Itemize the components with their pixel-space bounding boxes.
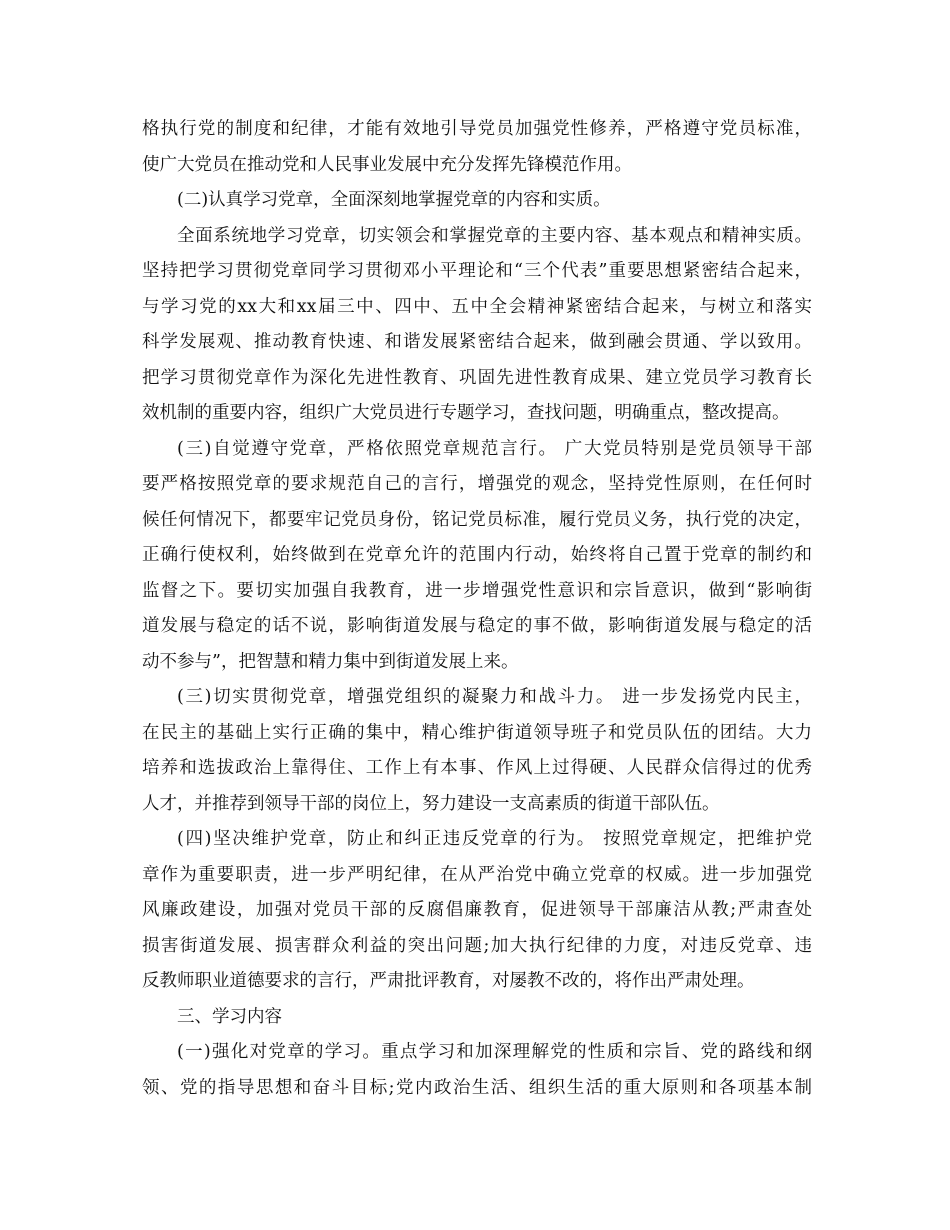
- text-line: 格执行党的制度和纪律，才能有效地引导党员加强党性修养，严格遵守党员标准，: [142, 119, 812, 139]
- text-line: (三)自觉遵守党章，严格依照党章规范言行。 广大党员特别是党员领导干部: [177, 438, 812, 459]
- text-line: 培养和选拔政治上靠得住、工作上有本事、作风上过得硬、人民群众信得过的优秀: [142, 758, 812, 778]
- text-line: 监督之下。要切实加强自我教育，进一步增强党性意识和宗旨意识，做到“影响街: [142, 580, 812, 601]
- text-line: (二)认真学习党章，全面深刻地掌握党章的内容和实质。: [177, 190, 611, 210]
- text-line: 使广大党员在推动党和人民事业发展中充分发挥先锋模范作用。: [142, 154, 632, 175]
- text-line: 正确行使权利，始终做到在党章允许的范围内行动，始终将自己置于党章的制约和: [142, 545, 812, 565]
- text-line: 章作为重要职责，进一步严明纪律，在从严治党中确立党章的权威。进一步加强党: [142, 864, 812, 885]
- text-line: 领、党的指导思想和奋斗目标;党内政治生活、组织生活的重大原则和各项基本制: [142, 1077, 812, 1098]
- text-line: 三、学习内容: [177, 1006, 282, 1027]
- text-line: 人才，并推荐到领导干部的岗位上，努力建设一支高素质的街道干部队伍。: [142, 793, 720, 814]
- text-line: 在民主的基础上实行正确的集中，精心维护街道领导班子和党员队伍的团结。大力: [142, 722, 812, 743]
- text-line: 反教师职业道德要求的言行，严肃批评教育，对屡教不改的，将作出严肃处理。: [142, 971, 755, 991]
- text-line: 与学习党的xx大和xx届三中、四中、五中全会精神紧密结合起来，与树立和落实: [142, 296, 812, 317]
- text-line: 道发展与稳定的话不说，影响街道发展与稳定的事不做，影响街道发展与稳定的活: [142, 616, 812, 636]
- text-line: 候任何情况下，都要牢记党员身份，铭记党员标准，履行党员义务，执行党的决定，: [142, 509, 812, 530]
- text-line: (一)强化对党章的学习。重点学习和加深理解党的性质和宗旨、党的路线和纲: [177, 1042, 812, 1062]
- text-line: 损害街道发展、损害群众利益的突出问题;加大执行纪律的力度，对违反党章、违: [142, 935, 812, 956]
- text-line: 风廉政建设，加强对党员干部的反腐倡廉教育，促进领导干部廉洁从教;严肃查处: [142, 900, 812, 920]
- text-line: (四)坚决维护党章，防止和纠正违反党章的行为。 按照党章规定，把维护党: [177, 829, 812, 849]
- text-line: 把学习贯彻党章作为深化先进性教育、巩固先进性教育成果、建立党员学习教育长: [142, 367, 812, 388]
- text-line: 动不参与”，把智慧和精力集中到街道发展上来。: [142, 651, 519, 672]
- document-body: [142, 112, 812, 1106]
- text-line: (三)切实贯彻党章，增强党组织的凝聚力和战斗力。 进一步发扬党内民主，: [177, 687, 812, 707]
- text-line: 要严格按照党章的要求规范自己的言行，增强党的观念，坚持党性原则，在任何时: [142, 474, 812, 494]
- text-line: 效机制的重要内容，组织广大党员进行专题学习，查找问题，明确重点，整改提高。: [142, 403, 790, 423]
- text-line: 全面系统地学习党章，切实领会和掌握党章的主要内容、基本观点和精神实质。: [177, 225, 812, 246]
- text-line: 坚持把学习贯彻党章同学习贯彻邓小平理论和“三个代表”重要思想紧密结合起来，: [142, 261, 812, 281]
- text-line: 科学发展观、推动教育快速、和谐发展紧密结合起来，做到融会贯通、学以致用。: [142, 332, 812, 352]
